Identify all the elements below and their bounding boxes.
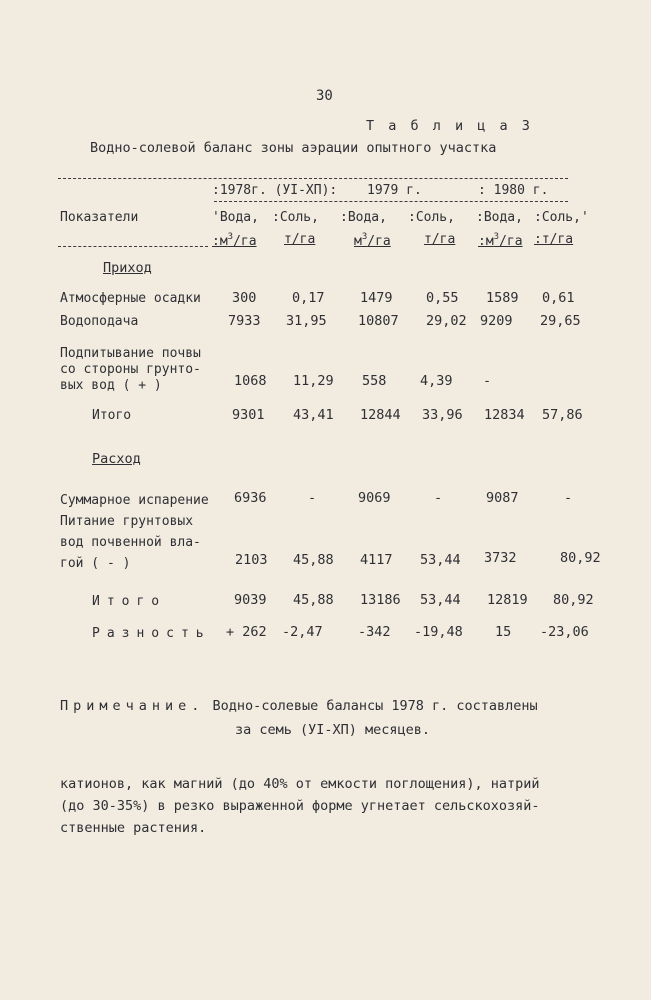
row-recharge-v1: 1068 bbox=[234, 373, 267, 389]
row-evap-v6: - bbox=[564, 490, 573, 506]
row-precip-v4: 0,55 bbox=[426, 290, 459, 306]
row-diff-label: Разность bbox=[92, 626, 211, 641]
row-gw-v5: 3732 bbox=[484, 550, 517, 566]
row-evap-v5: 9087 bbox=[486, 490, 519, 506]
paragraph-line-1: катионов, как магний (до 40% от емкости поглощения), натрий bbox=[60, 776, 540, 792]
header-salt-1978: :Соль, bbox=[272, 210, 319, 225]
header-unit-water-1978: $:м^3/га$ bbox=[212, 232, 257, 249]
row-gw-label-1: Питание грунтовых bbox=[60, 514, 194, 529]
header-unit-salt-1980: :т/га bbox=[534, 232, 574, 247]
table-rule-top bbox=[58, 178, 568, 179]
row-gw-v1: 2103 bbox=[235, 552, 268, 568]
row-diff-v5: 15 bbox=[495, 624, 512, 640]
row-supply-v3: 10807 bbox=[358, 313, 399, 329]
row-total-in-v6: 57,86 bbox=[542, 407, 583, 423]
header-salt-1979: :Соль, bbox=[408, 210, 455, 225]
row-total-in-v4: 33,96 bbox=[422, 407, 463, 423]
row-recharge-label-3: вых вод ( + ) bbox=[60, 378, 162, 393]
row-gw-label-3: гой ( - ) bbox=[60, 556, 131, 571]
section-expense: Расход bbox=[92, 451, 141, 467]
note bbox=[60, 698, 538, 714]
row-total-in-v1: 9301 bbox=[232, 407, 265, 423]
header-year-1980: : 1980 г. bbox=[478, 183, 549, 198]
note-text-2: за семь (УI-ХП) месяцев. bbox=[235, 722, 431, 738]
row-total-out-v4: 53,44 bbox=[420, 592, 461, 608]
header-rule-years bbox=[214, 201, 568, 202]
row-gw-v4: 53,44 bbox=[420, 552, 461, 568]
row-precip-v6: 0,61 bbox=[542, 290, 575, 306]
row-evap-v3: 9069 bbox=[358, 490, 391, 506]
row-gw-v6: 80,92 bbox=[560, 550, 601, 566]
header-year-1979: 1979 г. bbox=[367, 183, 422, 198]
row-precip-v3: 1479 bbox=[360, 290, 393, 306]
note-text-1: Водно-солевые балансы 1978 г. составлены bbox=[212, 698, 538, 714]
row-supply-label: Водоподача bbox=[60, 314, 139, 329]
row-precip-v5: 1589 bbox=[486, 290, 519, 306]
header-rule-bottom bbox=[58, 246, 208, 247]
header-unit-salt-1978: т/га bbox=[284, 232, 316, 247]
row-recharge-v3: 558 bbox=[362, 373, 387, 389]
row-diff-v2: -2,47 bbox=[282, 624, 323, 640]
row-total-in-v2: 43,41 bbox=[293, 407, 334, 423]
row-evap-v4: - bbox=[434, 490, 443, 506]
row-total-in-v3: 12844 bbox=[360, 407, 401, 423]
row-precip-v1: 300 bbox=[232, 290, 257, 306]
row-precip-v2: 0,17 bbox=[292, 290, 325, 306]
header-indicator: Показатели bbox=[60, 210, 139, 225]
row-supply-v2: 31,95 bbox=[286, 313, 327, 329]
row-total-in-v5: 12834 bbox=[484, 407, 525, 423]
row-evap-v2: - bbox=[308, 490, 317, 506]
header-unit-salt-1979: т/га bbox=[424, 232, 456, 247]
row-total-out-v1: 9039 bbox=[234, 592, 267, 608]
section-income: Приход bbox=[103, 260, 152, 276]
row-gw-label-2: вод почвенной вла- bbox=[60, 535, 201, 550]
row-total-out-v2: 45,88 bbox=[293, 592, 334, 608]
row-total-out-v3: 13186 bbox=[360, 592, 401, 608]
header-unit-water-1979: $м^3/га$ bbox=[354, 232, 391, 249]
table-caption: Т а б л и ц а 3 bbox=[366, 118, 533, 134]
row-supply-v4: 29,02 bbox=[426, 313, 467, 329]
note-label: Примечание. bbox=[60, 698, 205, 714]
row-total-out-v6: 80,92 bbox=[553, 592, 594, 608]
row-supply-v6: 29,65 bbox=[540, 313, 581, 329]
row-recharge-label-1: Подпитывание почвы bbox=[60, 346, 201, 361]
row-recharge-v4: 4,39 bbox=[420, 373, 453, 389]
row-gw-v2: 45,88 bbox=[293, 552, 334, 568]
row-recharge-label-2: со стороны грунто- bbox=[60, 362, 201, 377]
row-diff-v4: -19,48 bbox=[414, 624, 463, 640]
header-year-1978: :1978г. (УI-ХП): bbox=[212, 183, 338, 198]
row-total-in-label: Итого bbox=[92, 408, 132, 423]
row-total-out-v5: 12819 bbox=[487, 592, 528, 608]
row-gw-v3: 4117 bbox=[360, 552, 393, 568]
header-unit-water-1980: $:м^3/га$ bbox=[478, 232, 523, 249]
row-recharge-v5: - bbox=[483, 373, 492, 389]
row-recharge-v2: 11,29 bbox=[293, 373, 334, 389]
header-salt-1980: :Соль,' bbox=[534, 210, 589, 225]
row-supply-v5: 9209 bbox=[480, 313, 513, 329]
page-number: 30 bbox=[316, 88, 333, 104]
row-diff-v1: + 262 bbox=[226, 624, 267, 640]
row-supply-v1: 7933 bbox=[228, 313, 261, 329]
header-water-1980: :Вода, bbox=[476, 210, 523, 225]
row-diff-v3: -342 bbox=[358, 624, 391, 640]
row-evap-v1: 6936 bbox=[234, 490, 267, 506]
row-diff-v6: -23,06 bbox=[540, 624, 589, 640]
header-water-1979: :Вода, bbox=[340, 210, 387, 225]
row-evap-label: Суммарное испарение bbox=[60, 493, 209, 508]
header-water-1978: 'Вода, bbox=[212, 210, 259, 225]
table-title: Водно-солевой баланс зоны аэрации опытного участка bbox=[90, 140, 497, 156]
row-total-out-label: Итого bbox=[92, 594, 167, 609]
paragraph-line-2: (до 30-35%) в резко выраженной форме угнетает сельскохозяй- bbox=[60, 798, 540, 814]
row-precip-label: Атмосферные осадки bbox=[60, 291, 201, 306]
paragraph-line-3: ственные растения. bbox=[60, 820, 207, 836]
